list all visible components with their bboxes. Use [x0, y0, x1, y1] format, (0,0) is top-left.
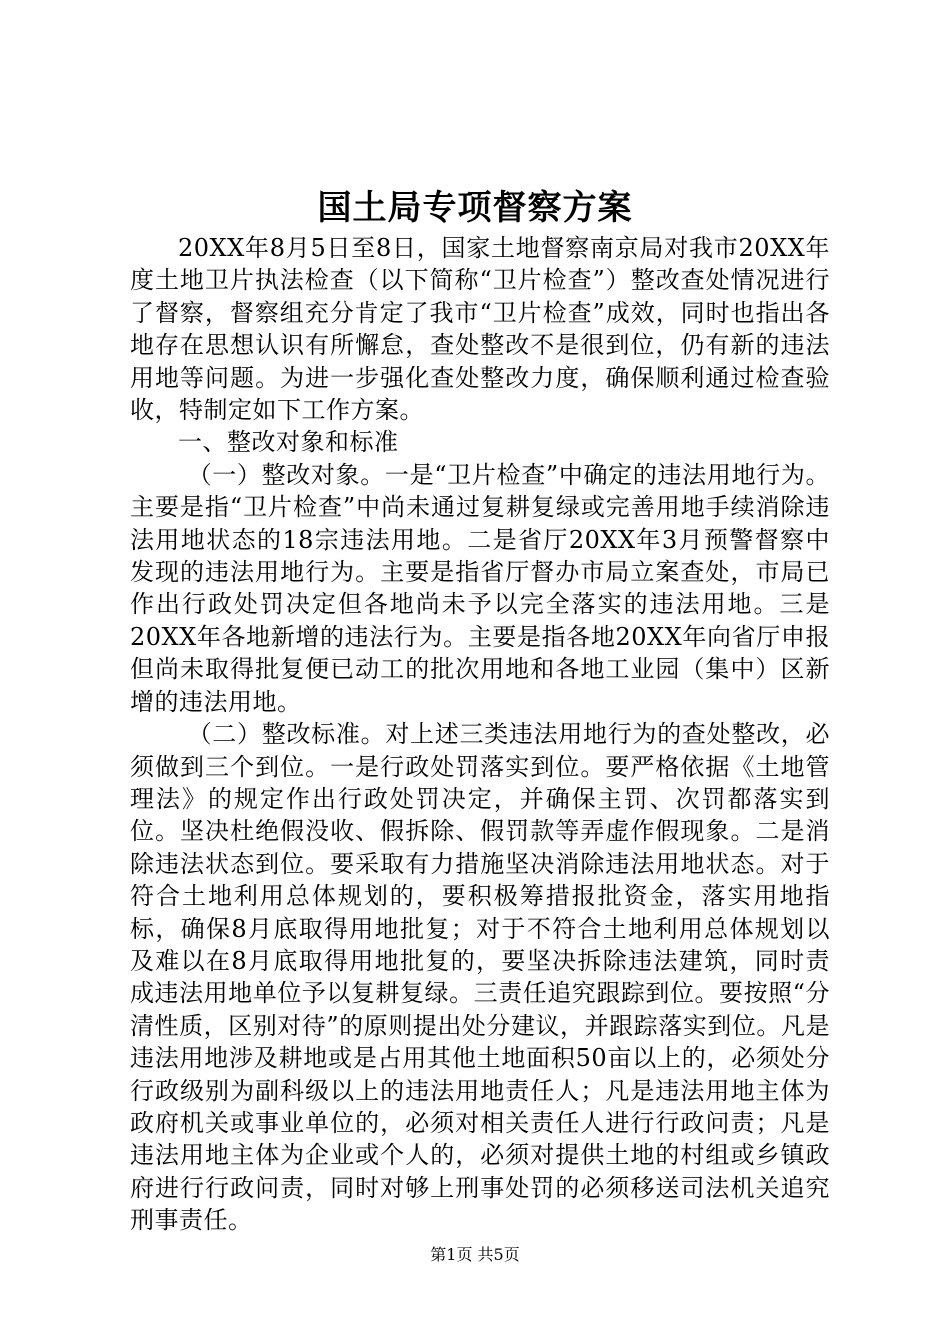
section-heading: 一、整改对象和标准: [178, 428, 399, 457]
page-footer: 第1页 共5页: [430, 1245, 520, 1264]
intro-paragraph: 20XX年8月5日至8日，国家土地督察南京局对我市20XX年度土地卫片执法检查（以下简称“卫片检查”）整改查处情况进行了督察，督察组充分肯定了我市“卫片检查”成效，同时也指出各地存在思想认识有所懈怠，查处整改不是很到位，仍有新的违法用地等问题。为进一步强化查处整改力度，确保顺利通过检查验收，特制定如下工作方案。: [130, 234, 830, 425]
subsection-paragraph-1: （一）整改对象。一是“卫片检查”中确定的违法用地行为。主要是指“卫片检查”中尚未通过复耕复绿或完善用地手续消除违法用地状态的18宗违法用地。二是省厅20XX年3月预警督察中发现的违法用地行为。主要是指省厅督办市局立案查处，市局已作出行政处罚决定但各地尚未予以完全落实的违法用地。三是20XX年各地新增的违法行为。主要是指各地20XX年向省厅申报但尚未取得批复便已动工的批次用地和各地工业园（集中）区新增的违法用地。: [130, 460, 830, 716]
document-body: [130, 232, 830, 1237]
subsection-paragraph-2: （二）整改标准。对上述三类违法用地行为的查处整改，必须做到三个到位。一是行政处罚落实到位。要严格依据《土地管理法》的规定作出行政处罚决定，并确保主罚、次罚都落实到位。坚决杜绝假没收、假拆除、假罚款等弄虚作假现象。二是消除违法状态到位。要采取有力措施坚决消除违法用地状态。对于符合土地利用总体规划的，要积极筹措报批资金，落实用地指标，确保8月底取得用地批复；对于不符合土地利用总体规划以及难以在8月底取得用地批复的，要坚决拆除违法建筑，同时责成违法用地单位予以复耕复绿。三责任追究跟踪到位。要按照“分清性质，区别对待”的原则提出处分建议，并跟踪落实到位。凡是违法用地涉及耕地或是占用其他土地面积50亩以上的，必须处分行政级别为副科级以上的违法用地责任人；凡是违法用地主体为政府机关或事业单位的，必须对相关责任人进行行政问责；凡是违法用地主体为企业或个人的，必须对提供土地的村组或乡镇政府进行行政问责，同时对够上刑事处罚的必须移送司法机关追究刑事责任。: [130, 720, 830, 1235]
document-title: 国土局专项督察方案: [317, 188, 633, 228]
